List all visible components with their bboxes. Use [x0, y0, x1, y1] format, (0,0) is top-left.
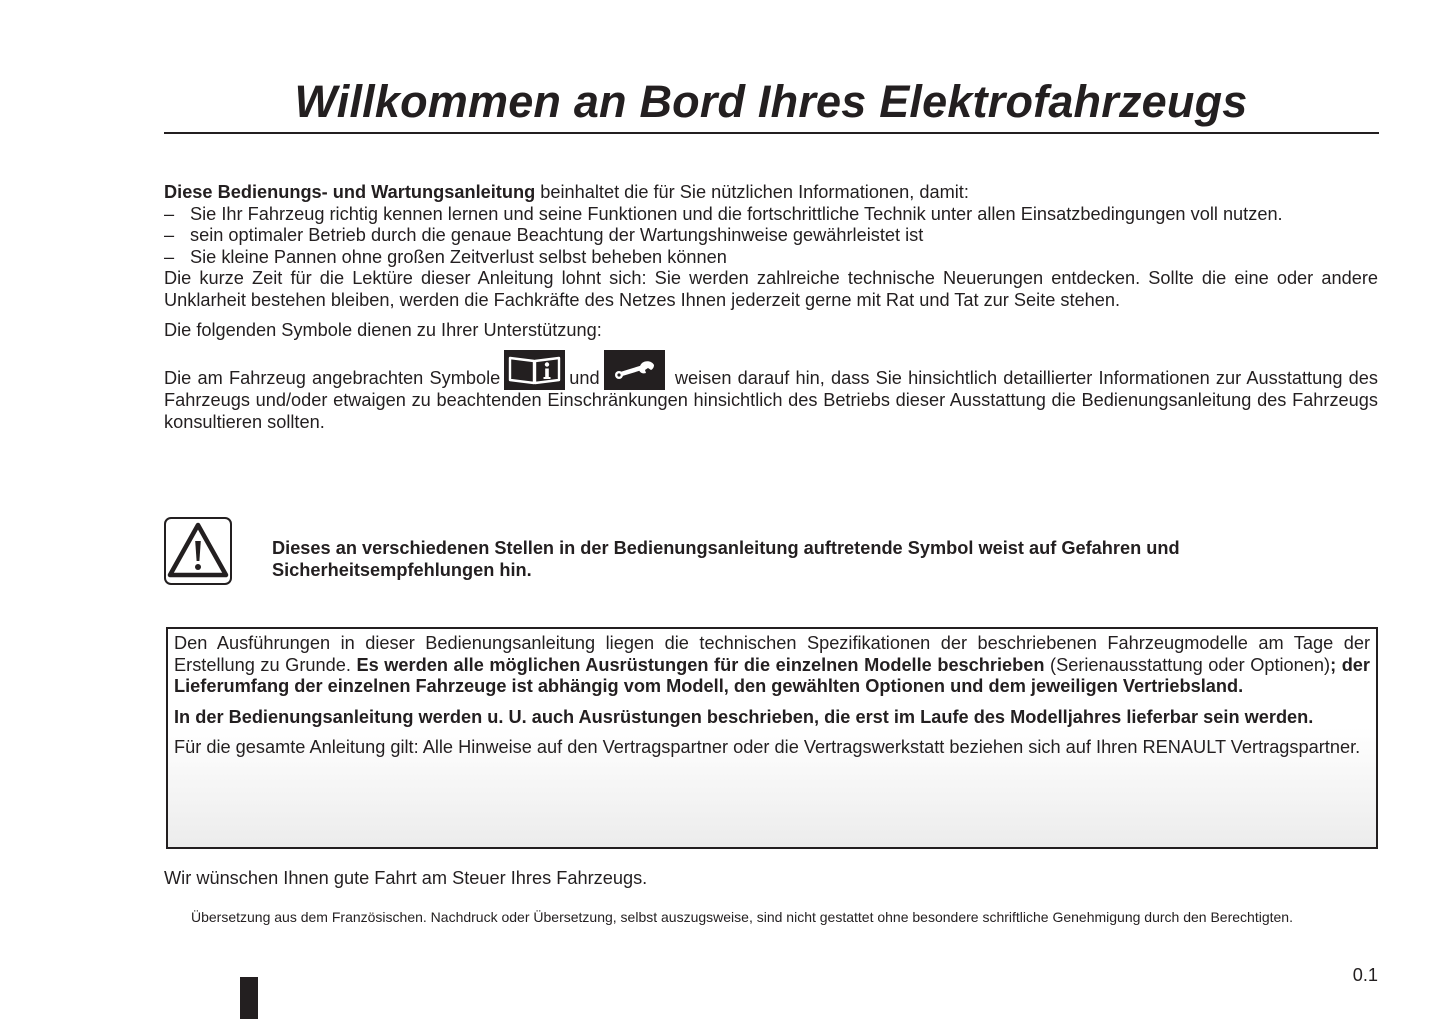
- page-number: 0.1: [1352, 965, 1378, 985]
- list-item: [164, 247, 1378, 269]
- intro-lead-rest: beinhaltet die für Sie nützlichen Informationen, damit:: [535, 182, 969, 202]
- list-item-text: sein optimaler Betrieb durch die genaue Beachtung der Wartungshinweise gewährleistet ist: [190, 225, 924, 245]
- list-dash: –: [164, 203, 175, 224]
- intro-paragraph: Die kurze Zeit für die Lektüre dieser Anleitung lohnt sich: Sie werden zahlreiche technische Neuerungen entdecken. Sollte die eine oder andere Unklarheit bestehen bleiben, werden die Fachkräfte des Netzes Ihnen jederzeit gerne mit Rat und Tat zur Seite stehen.: [164, 268, 1378, 310]
- list-dash: –: [164, 225, 175, 245]
- symbols-paragraph: [164, 350, 1378, 433]
- closing-text: Wir wünschen Ihnen gute Fahrt am Steuer Ihres Fahrzeugs.: [164, 868, 648, 888]
- intro-section: [164, 182, 1378, 311]
- list-item-text: Sie Ihr Fahrzeug richtig kennen lernen und seine Funktionen und die fortschrittliche Technik unter allen Einsatzbedingungen voll nutzen.: [190, 203, 1283, 224]
- intro-lead-bold: Diese Bedienungs- und Wartungsanleitung: [164, 182, 536, 202]
- symbols-lead: Die folgenden Symbole dienen zu Ihrer Unterstützung:: [164, 320, 602, 340]
- symbols-before-text: Die am Fahrzeug angebrachten Symbole: [164, 368, 501, 388]
- symbols-between-text: und: [569, 368, 600, 388]
- intro-lead: [164, 182, 1378, 204]
- page-title: Willkommen an Bord Ihres Elektrofahrzeugs: [294, 76, 1248, 127]
- note-bold-text: In der Bedienungsanleitung werden u. U. auch Ausrüstungen beschrieben, die erst im Laufe des Modelljahres lieferbar sein werden.: [174, 706, 1314, 727]
- note-text: Den Ausführungen in dieser Bedienungsanleitung liegen die technischen Spezifikationen der beschriebenen Fahrzeugmodelle am Tage der Erstellung zu Grunde.: [174, 633, 1370, 675]
- note-bold-text: ; der Lieferumfang der einzelnen Fahrzeuge ist abhängig vom Modell, den gewählten Optionen und dem jeweiligen Vertriebsland.: [174, 654, 1371, 696]
- list-item-text: Sie kleine Pannen ohne großen Zeitverlust selbst beheben können: [190, 246, 727, 267]
- symbols-after-text: weisen darauf hin, dass Sie hinsichtlich detaillierter Informationen zur Ausstattung des Fahrzeugs und/oder etwaigen zu beachtenden Einschränkungen hinsichtlich des Betriebs dieser Ausstattung die Bedienungsanleitung des Fahrzeugs konsultieren sollten.: [164, 368, 1378, 432]
- legal-notice: Übersetzung aus dem Französischen. Nachdruck oder Übersetzung, selbst auszugsweise, sind nicht gestattet ohne besondere schriftliche Genehmigung durch den Berechtigten.: [191, 909, 1293, 925]
- manual-info-icon: [504, 350, 565, 390]
- note-bold-text: Es werden alle möglichen Ausrüstungen für die einzelnen Modelle beschrieben: [356, 654, 1045, 675]
- note-paragraph-2: [174, 707, 1370, 729]
- page-edge-marker: [240, 977, 258, 1019]
- note-text: (Serienausstattung oder Optionen): [1044, 654, 1331, 675]
- title-underline: [164, 132, 1379, 134]
- list-item: [164, 225, 1378, 247]
- note-box: [166, 627, 1378, 849]
- warning-triangle-icon: [164, 517, 232, 585]
- warning-text: Dieses an verschiedenen Stellen in der Bedienungsanleitung auftretende Symbol weist auf Gefahren und Sicherheitsempfehlungen hin.: [272, 538, 1180, 580]
- list-item: [164, 204, 1378, 226]
- symbols-text: [164, 350, 1378, 433]
- wrench-icon: [604, 350, 665, 390]
- note-paragraph-3: Für die gesamte Anleitung gilt: Alle Hinweise auf den Vertragspartner oder die Vertragswerkstatt beziehen sich auf Ihren RENAULT Vertragspartner.: [174, 737, 1361, 757]
- closing-section: [164, 868, 1378, 890]
- note-paragraph-1: [174, 633, 1370, 698]
- list-dash: –: [164, 246, 175, 267]
